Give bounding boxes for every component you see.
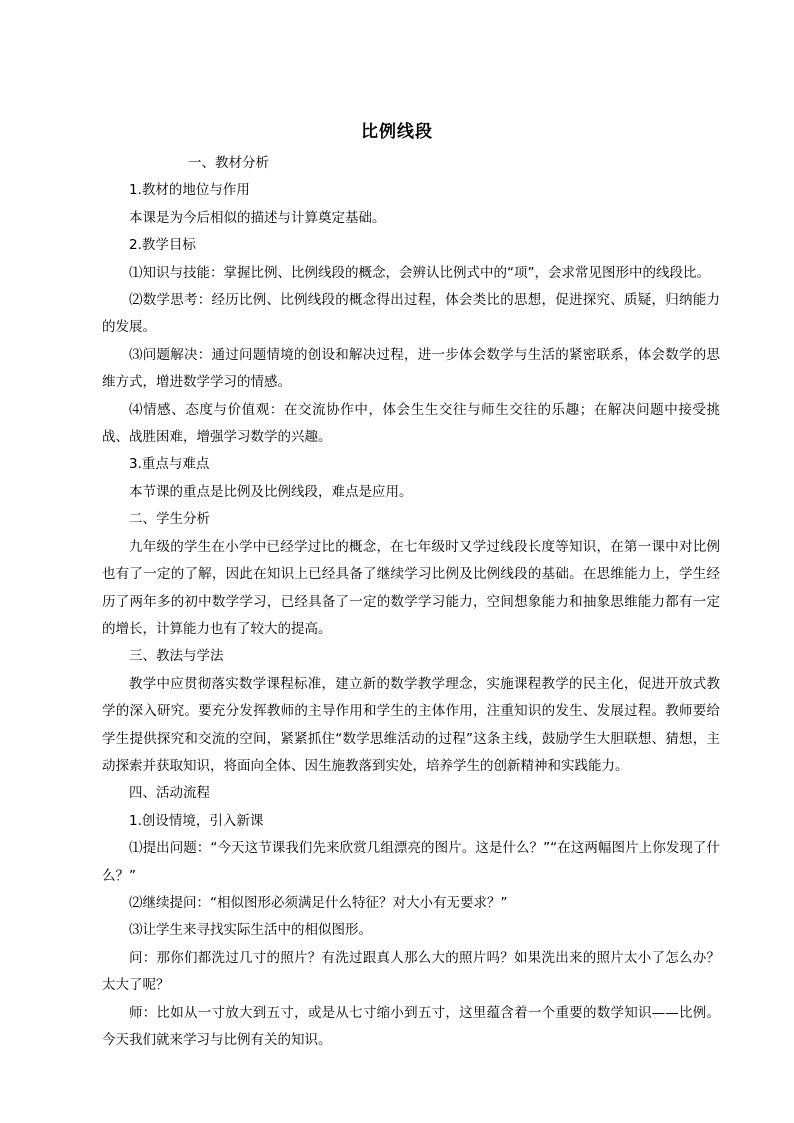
section-heading-2: 二、学生分析 xyxy=(129,511,210,528)
goal-3: ⑶问题解决：通过问题情境的创设和解决过程，进一步体会数学与生活的紧密联系，体会数学的思维方式，增进数学学习的情感。 xyxy=(102,346,720,391)
document-body xyxy=(102,150,720,1054)
section-heading-4: 四、活动流程 xyxy=(129,785,210,802)
subheading-1-2: 2.教学目标 xyxy=(129,237,196,254)
paragraph-3: 教学中应贯彻落实数学课程标准，建立新的数学教学理念，实施课程教学的民主化，促进开放式教学的深入研究。要充分发挥教师的主导作用和学生的主体作用，注重知识的发生、发展过程。教师要给学生提供探究和交流的空间，紧紧抓住“数学思维活动的过程”这条主线，鼓励学生大胆联想、猜想，主动探索并获取知识，将面向全体、因生施教落到实处，培养学生的创新精神和实践能力。 xyxy=(102,675,720,774)
goal-1: ⑴知识与技能：掌握比例、比例线段的概念，会辨认比例式中的“项”，会求常见图形中的线段比。 xyxy=(129,264,710,281)
question-paragraph: 问：那你们都洗过几寸的照片？有洗过跟真人那么大的照片吗？如果洗出来的照片太小了怎么办？太大了呢？ xyxy=(102,949,720,994)
step-2: ⑵继续提问：“相似图形必须满足什么特征？对大小有无要求？” xyxy=(129,894,508,911)
step-1: ⑴提出问题：“今天这节课我们先来欣赏几组漂亮的图片。这是什么？”“在这两幅图片上你发现了什么？” xyxy=(102,840,720,884)
subheading-1-1: 1.教材的地位与作用 xyxy=(129,182,250,199)
goal-2: ⑵数学思考：经历比例、比例线段的概念得出过程，体会类比的思想，促进探究、质疑，归纳能力的发展。 xyxy=(102,292,720,336)
goal-4: ⑷情感、态度与价值观：在交流协作中，体会生生交往与师生交往的乐趣；在解决问题中接受挑战、战胜困难，增强学习数学的兴趣。 xyxy=(102,401,720,446)
step-3: ⑶让学生来寻找实际生活中的相似图形。 xyxy=(129,922,372,939)
section-heading-1: 一、教材分析 xyxy=(188,155,269,171)
paragraph-2: 九年级的学生在小学中已经学过比的概念，在七年级时又学过线段长度等知识，在第一课中对比例也有了一定的了解，因此在知识上已经具备了继续学习比例及比例线段的基础。在思维能力上，学生经历了两年多的初中数学学习，已经具备了一定的数学学习能力，空间想象能力和抽象思维能力都有一定的增长，计算能力也有了较大的提高。 xyxy=(102,538,720,637)
teacher-paragraph: 师：比如从一寸放大到五寸，或是从七寸缩小到五寸，这里蕴含着一个重要的数学知识——比例。今天我们就来学习与比例有关的知识。 xyxy=(102,1004,720,1048)
document-title: 比例线段 xyxy=(361,122,433,142)
paragraph-1-1: 本课是为今后相似的描述与计算奠定基础。 xyxy=(129,209,386,226)
subheading-4-1: 1.创设情境，引入新课 xyxy=(129,812,264,829)
section-heading-3: 三、教法与学法 xyxy=(129,648,224,665)
subheading-1-3: 3.重点与难点 xyxy=(129,456,210,473)
paragraph-1-3: 本节课的重点是比例及比例线段，难点是应用。 xyxy=(129,483,413,500)
